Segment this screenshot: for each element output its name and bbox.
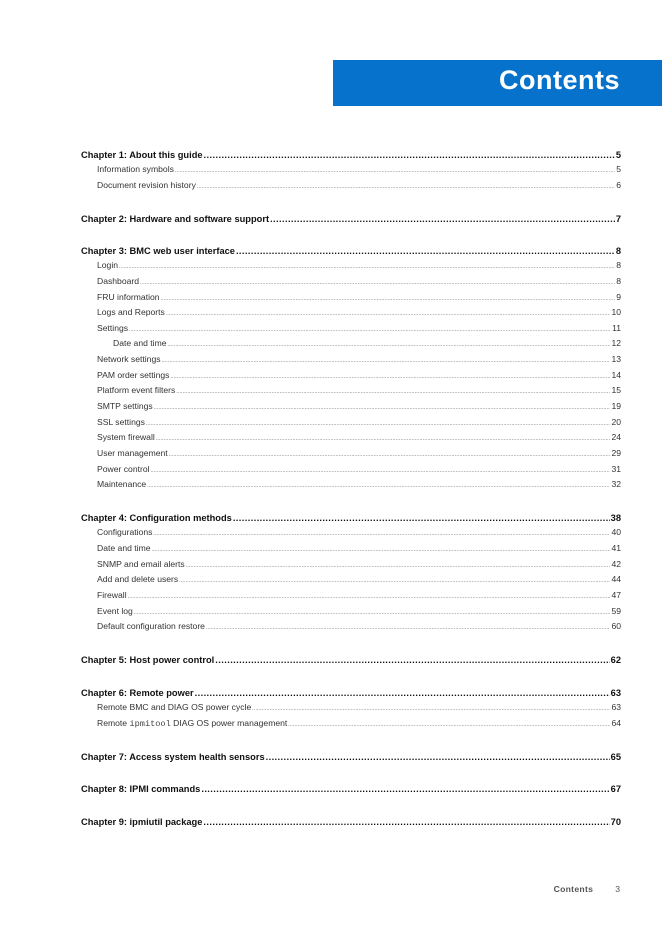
toc-entry-title: System firewall <box>97 432 155 443</box>
toc-entry[interactable] <box>81 260 621 276</box>
toc-entry[interactable] <box>81 718 621 734</box>
toc-chapter-4[interactable] <box>81 513 621 527</box>
toc-page-number: 31 <box>611 463 621 474</box>
toc-entry-title: SNMP and email alerts <box>97 558 185 569</box>
toc-page-number: 9 <box>616 291 621 302</box>
toc-entry-title: Date and time <box>113 338 167 349</box>
dot-leader <box>195 688 610 698</box>
toc-entry-title: Network settings <box>97 354 161 365</box>
footer-page-number: 3 <box>615 884 620 894</box>
toc-entry[interactable] <box>81 574 621 590</box>
toc-chapter-title: Chapter 4: Configuration methods <box>81 513 232 524</box>
toc-page-number: 20 <box>611 416 621 427</box>
toc-entry[interactable] <box>81 370 621 386</box>
toc-entry[interactable] <box>81 543 621 559</box>
toc-entry-title: Remote BMC and DIAG OS power cycle <box>97 701 252 712</box>
toc-page-number: 64 <box>611 717 621 728</box>
toc-page-number: 29 <box>611 447 621 458</box>
toc-entry-title-suffix: DIAG OS power management <box>170 717 288 728</box>
dot-leader <box>134 606 611 616</box>
dot-leader <box>162 354 611 364</box>
toc-entry-title: Logs and Reports <box>97 307 165 318</box>
dot-leader <box>206 621 610 631</box>
toc-chapter-2[interactable] <box>81 214 621 228</box>
toc-chapter-8[interactable] <box>81 784 621 798</box>
toc-page-number: 11 <box>612 322 621 333</box>
toc-page-number: 6 <box>616 179 621 190</box>
toc-entry[interactable] <box>81 559 621 575</box>
toc-entry-title <box>97 718 287 729</box>
dot-leader <box>204 150 615 160</box>
dot-leader <box>166 307 611 317</box>
toc-entry[interactable] <box>81 385 621 401</box>
dot-leader <box>236 246 615 256</box>
toc-entry-title: Information symbols <box>97 164 174 174</box>
toc-chapter-1[interactable] <box>81 150 621 164</box>
footer-label: Contents <box>553 884 594 894</box>
toc-entry[interactable] <box>81 590 621 606</box>
toc-entry-title: Power control <box>97 463 150 474</box>
toc-chapter-title: Chapter 9: ipmiutil package <box>81 816 203 827</box>
toc-entry-title: Configurations <box>97 527 153 538</box>
toc-chapter-title: Chapter 5: Host power control <box>81 655 215 666</box>
toc-page-number: 8 <box>616 275 621 286</box>
page-footer <box>554 884 620 894</box>
table-of-contents <box>81 150 621 831</box>
toc-entry-title: Date and time <box>97 543 151 554</box>
toc-entry[interactable] <box>81 479 621 495</box>
toc-page-number: 40 <box>611 527 621 538</box>
dot-leader <box>151 464 611 474</box>
toc-page-number: 15 <box>611 385 621 396</box>
toc-page-number: 60 <box>611 621 621 632</box>
toc-chapter-title: Chapter 6: Remote power <box>81 687 194 698</box>
dot-leader <box>168 338 611 348</box>
toc-page-number: 47 <box>611 589 621 600</box>
toc-entry-title: Firewall <box>97 589 127 600</box>
toc-entry-title: Event log <box>97 605 133 616</box>
toc-page-number: 12 <box>611 338 621 349</box>
dot-leader <box>156 432 611 442</box>
toc-entry[interactable] <box>81 606 621 622</box>
toc-entry[interactable] <box>81 417 621 433</box>
dot-leader <box>169 448 611 458</box>
toc-page-number: 5 <box>616 164 621 174</box>
toc-entry-title: FRU information <box>97 291 160 302</box>
toc-page-number: 10 <box>611 307 621 318</box>
toc-entry-title: User management <box>97 447 168 458</box>
dot-leader <box>176 385 610 395</box>
toc-entry[interactable] <box>81 323 621 339</box>
dot-leader <box>266 752 610 762</box>
toc-page-number: 59 <box>611 605 621 616</box>
toc-entry-title: Document revision history <box>97 179 196 190</box>
toc-entry[interactable] <box>81 464 621 480</box>
dot-leader <box>119 260 615 270</box>
toc-chapter-5[interactable] <box>81 655 621 669</box>
toc-subentry[interactable] <box>81 338 621 354</box>
dot-leader <box>152 543 611 553</box>
toc-entry[interactable] <box>81 164 621 180</box>
toc-entry-title: SMTP settings <box>97 401 153 412</box>
dot-leader <box>146 417 611 427</box>
dot-leader <box>197 180 615 190</box>
toc-entry-title: Platform event filters <box>97 385 176 396</box>
toc-page-number: 42 <box>611 558 621 569</box>
dot-leader <box>147 479 610 489</box>
toc-entry[interactable] <box>81 702 621 718</box>
toc-entry-title: Settings <box>97 322 129 333</box>
dot-leader <box>154 401 611 411</box>
toc-page-number: 65 <box>610 751 621 762</box>
toc-entry[interactable] <box>81 354 621 370</box>
dot-leader <box>128 590 611 600</box>
dot-leader <box>179 574 610 584</box>
toc-page-number: 63 <box>611 701 621 712</box>
toc-entry-title: Default configuration restore <box>97 621 205 632</box>
toc-page-number: 5 <box>615 150 621 160</box>
toc-page-number: 32 <box>611 479 621 490</box>
toc-entry[interactable] <box>81 432 621 448</box>
toc-page-number: 41 <box>611 543 621 554</box>
toc-chapter-title: Chapter 8: IPMI commands <box>81 784 201 795</box>
dot-leader <box>153 527 610 537</box>
toc-entry-title: Add and delete users <box>97 574 179 585</box>
toc-page-number: 63 <box>610 687 621 698</box>
toc-page-number: 62 <box>610 655 621 666</box>
toc-chapter-7[interactable] <box>81 752 621 766</box>
toc-chapter-title: Chapter 3: BMC web user interface <box>81 246 235 257</box>
ipmitool-code: ipmitool <box>129 718 171 729</box>
toc-entry[interactable] <box>81 621 621 637</box>
toc-entry[interactable] <box>81 276 621 292</box>
toc-entry-title-prefix: Remote <box>97 717 130 728</box>
dot-leader <box>233 513 610 523</box>
toc-entry[interactable] <box>81 448 621 464</box>
toc-entry[interactable] <box>81 401 621 417</box>
toc-page-number: 67 <box>610 784 621 795</box>
page-title: Contents <box>499 65 620 95</box>
dot-leader <box>161 292 616 302</box>
toc-page-number: 7 <box>615 213 621 224</box>
toc-entry[interactable] <box>81 527 621 543</box>
toc-chapter-6[interactable] <box>81 688 621 702</box>
dot-leader <box>170 370 610 380</box>
dot-leader <box>203 817 609 827</box>
toc-page-number: 8 <box>615 246 621 257</box>
toc-entry-title: SSL settings <box>97 416 145 427</box>
header-banner <box>333 60 662 106</box>
toc-entry-title: PAM order settings <box>97 369 170 380</box>
dot-leader <box>201 784 609 794</box>
toc-page-number: 8 <box>616 260 621 271</box>
toc-entry-title: Login <box>97 260 119 271</box>
toc-chapter-3[interactable] <box>81 246 621 260</box>
toc-page-number: 44 <box>611 574 621 585</box>
toc-chapter-title: Chapter 1: About this guide <box>81 150 203 160</box>
toc-entry[interactable] <box>81 180 621 196</box>
toc-chapter-9[interactable] <box>81 817 621 831</box>
dot-leader <box>140 276 615 286</box>
toc-entry-title: Maintenance <box>97 479 147 490</box>
toc-entry-title: Dashboard <box>97 275 140 286</box>
dot-leader <box>175 164 615 174</box>
toc-page-number: 14 <box>611 369 621 380</box>
dot-leader <box>215 655 609 665</box>
toc-page-number: 24 <box>611 432 621 443</box>
toc-page-number: 70 <box>610 816 621 827</box>
dot-leader <box>252 702 610 712</box>
dot-leader <box>186 559 611 569</box>
toc-page-number: 38 <box>610 513 621 524</box>
toc-page-number: 19 <box>611 401 621 412</box>
toc-entry[interactable] <box>81 307 621 323</box>
toc-chapter-title: Chapter 7: Access system health sensors <box>81 751 265 762</box>
dot-leader <box>270 214 615 224</box>
toc-chapter-title: Chapter 2: Hardware and software support <box>81 213 270 224</box>
dot-leader <box>129 323 611 333</box>
toc-entry[interactable] <box>81 292 621 308</box>
dot-leader <box>288 718 610 728</box>
toc-page-number: 13 <box>611 354 621 365</box>
